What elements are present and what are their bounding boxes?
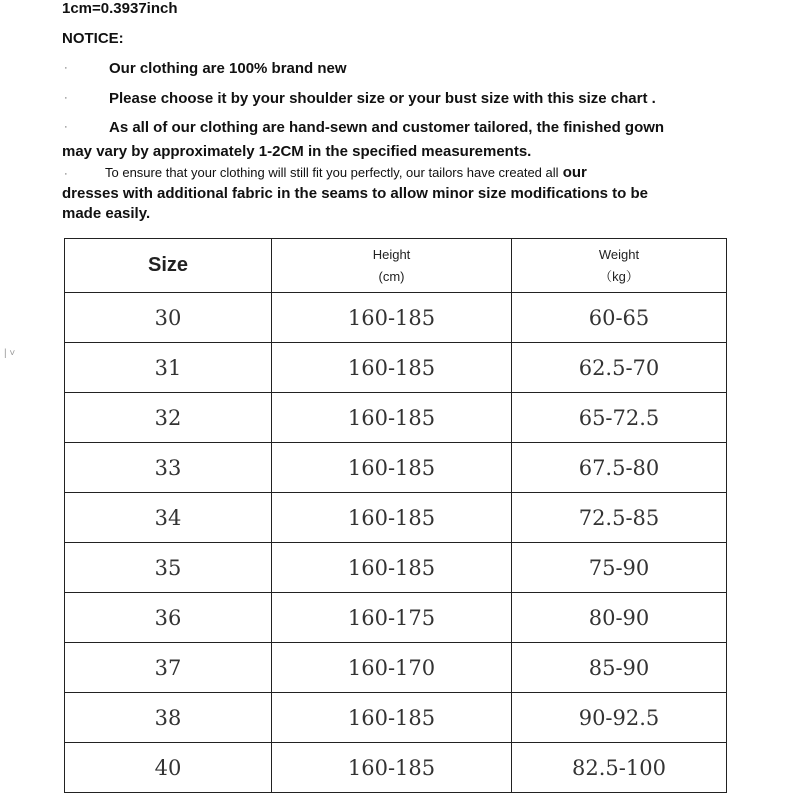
cell-size: 32: [65, 393, 272, 443]
table-row: [65, 443, 727, 493]
cell-weight: 80-90: [512, 593, 727, 643]
cell-size: 31: [65, 343, 272, 393]
notice-title: NOTICE:: [62, 30, 124, 47]
cell-weight: 60-65: [512, 293, 727, 343]
table-row: [65, 343, 727, 393]
cell-weight: 82.5-100: [512, 743, 727, 793]
cell-height: 160-175: [272, 593, 512, 643]
notice-item-fit-line2: dresses with additional fabric in the seams to allow minor size modifications to be: [62, 185, 648, 202]
cell-height: 160-185: [272, 543, 512, 593]
header-height-unit: (cm): [378, 268, 405, 284]
table-row: [65, 643, 727, 693]
cell-size: 33: [65, 443, 272, 493]
header-size: Size: [65, 239, 272, 293]
header-weight: [512, 239, 727, 293]
cell-height: 160-185: [272, 393, 512, 443]
conversion-note: 1cm=0.3937inch: [62, 0, 178, 17]
cell-height: 160-185: [272, 293, 512, 343]
cell-weight: 90-92.5: [512, 693, 727, 743]
notice-item-handsewn-line1: As all of our clothing are hand-sewn and customer tailored, the finished gown: [109, 119, 665, 136]
cell-height: 160-170: [272, 643, 512, 693]
notice-item-handsewn-line2: may vary by approximately 1-2CM in the specified measurements.: [62, 143, 532, 160]
notice-item-new: Our clothing are 100% brand new: [109, 60, 347, 77]
bullet-mark: ·: [64, 121, 68, 133]
cell-size: 40: [65, 743, 272, 793]
cell-size: 30: [65, 293, 272, 343]
cell-size: 38: [65, 693, 272, 743]
header-height-label: Height: [372, 246, 411, 262]
header-weight-unit: （kg）: [599, 268, 639, 284]
table-row: [65, 593, 727, 643]
cell-size: 37: [65, 643, 272, 693]
cell-weight: 67.5-80: [512, 443, 727, 493]
size-chart-table: [64, 238, 727, 793]
cell-weight: 72.5-85: [512, 493, 727, 543]
notice-item-fit-line1: [105, 164, 587, 181]
table-header-row: [65, 239, 727, 293]
cell-height: 160-185: [272, 693, 512, 743]
cell-weight: 65-72.5: [512, 393, 727, 443]
table-row: [65, 543, 727, 593]
table-row: [65, 693, 727, 743]
cell-size: 35: [65, 543, 272, 593]
cell-weight: 85-90: [512, 643, 727, 693]
table-row: [65, 393, 727, 443]
header-weight-label: Weight: [598, 246, 640, 262]
table-row: [65, 493, 727, 543]
notice-fit-bold-text: our: [562, 164, 587, 181]
cell-weight: 62.5-70: [512, 343, 727, 393]
cell-size: 34: [65, 493, 272, 543]
cell-size: 36: [65, 593, 272, 643]
notice-fit-small-text: To ensure that your clothing will still fit you perfectly, our tailors have created all: [105, 165, 559, 180]
header-height: [272, 239, 512, 293]
bullet-mark: ·: [64, 92, 68, 104]
cell-height: 160-185: [272, 493, 512, 543]
table-row: [65, 293, 727, 343]
cell-weight: 75-90: [512, 543, 727, 593]
table-row: [65, 743, 727, 793]
notice-item-size-choice: Please choose it by your shoulder size or your bust size with this size chart .: [109, 90, 656, 107]
cell-height: 160-185: [272, 443, 512, 493]
stray-mark: | ˅: [4, 348, 16, 359]
cell-height: 160-185: [272, 743, 512, 793]
bullet-mark: ·: [64, 62, 68, 74]
notice-item-fit-line3: made easily.: [62, 205, 151, 222]
bullet-mark: ·: [64, 168, 68, 180]
cell-height: 160-185: [272, 343, 512, 393]
